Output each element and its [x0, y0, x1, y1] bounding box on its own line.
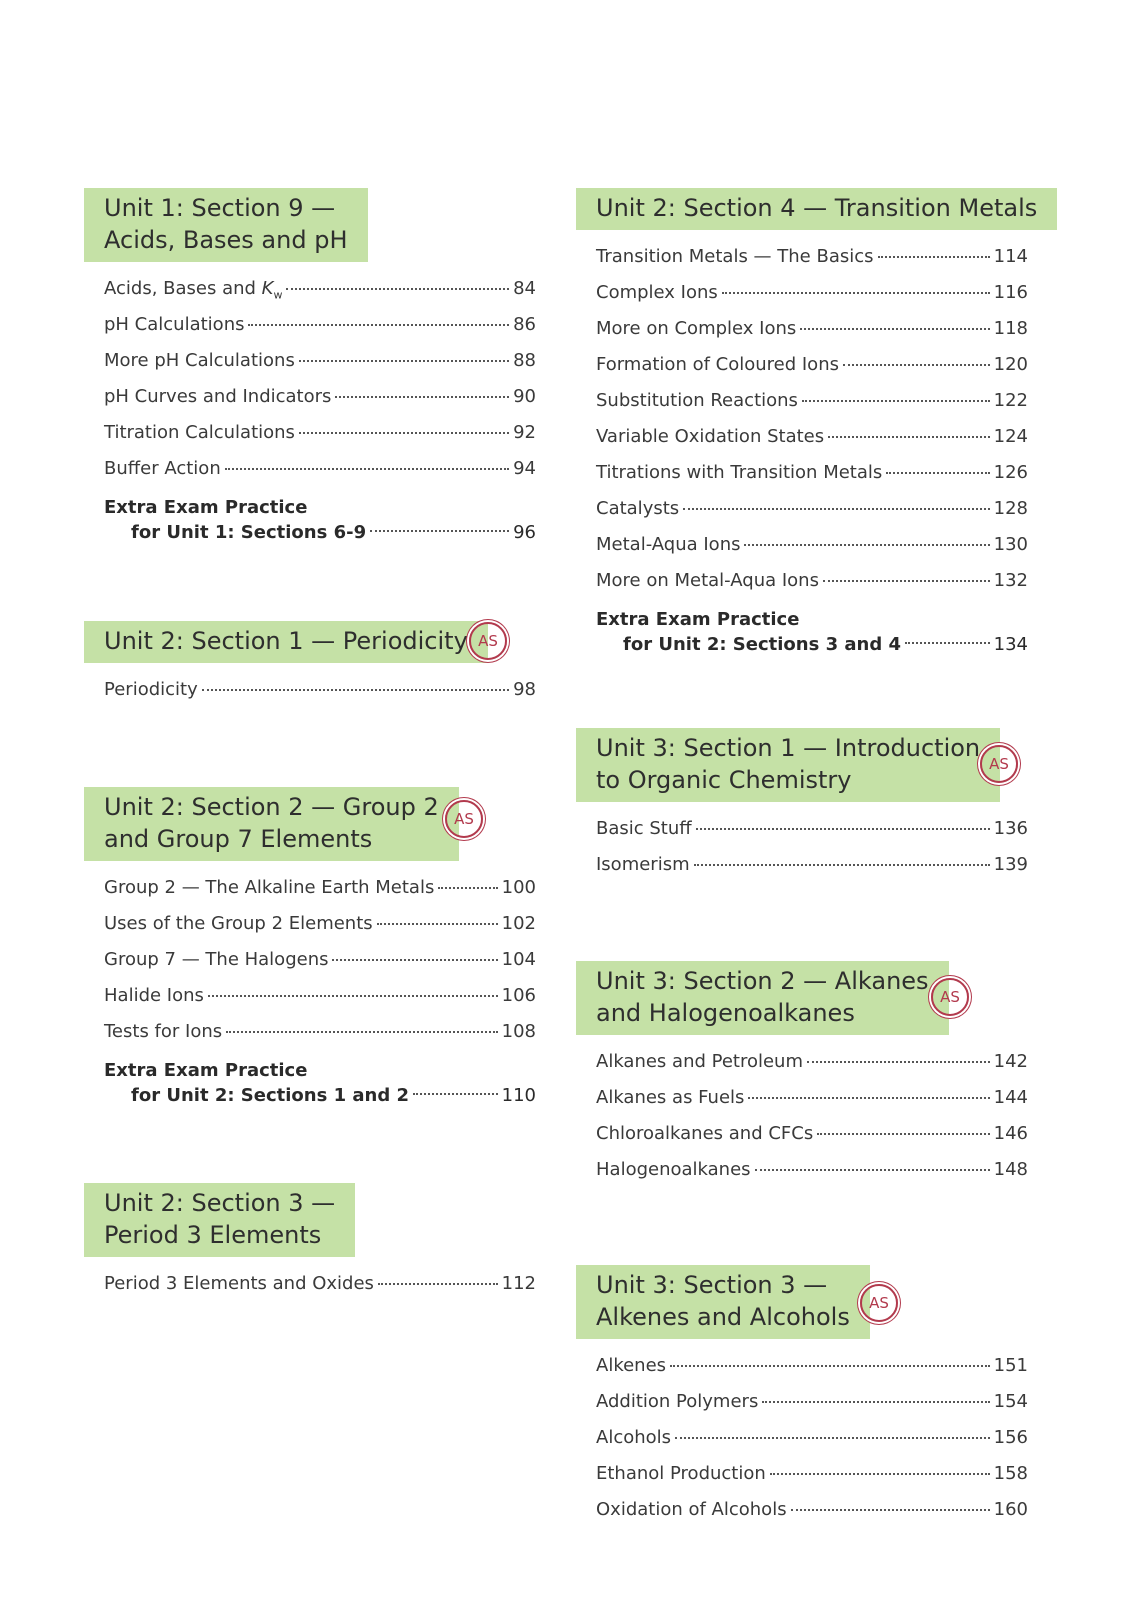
- entry-label: Titration Calculations: [104, 422, 295, 443]
- dot-leader: [286, 288, 509, 290]
- header-line: to Organic Chemistry: [596, 766, 852, 794]
- page-number: 116: [993, 282, 1028, 303]
- entry-label: Tests for Ions: [104, 1021, 223, 1042]
- entry-label: Complex Ions: [596, 282, 718, 303]
- dot-leader: [670, 1365, 990, 1367]
- toc-entry[interactable]: [576, 390, 1028, 426]
- section-unit2-s3: [84, 1183, 536, 1309]
- dot-leader: [762, 1401, 989, 1403]
- page-number: 139: [993, 854, 1028, 875]
- page-number: 110: [501, 1085, 536, 1106]
- toc-entry[interactable]: [576, 1499, 1028, 1535]
- dot-leader: [817, 1133, 989, 1135]
- dot-leader: [299, 360, 509, 362]
- as-badge-icon: AS: [980, 745, 1018, 783]
- section-header: [84, 787, 459, 861]
- kw-symbol: K: [261, 278, 274, 299]
- dot-leader: [744, 544, 989, 546]
- page-number: 88: [513, 350, 536, 371]
- toc-entry[interactable]: [576, 318, 1028, 354]
- section-header: [84, 1183, 355, 1257]
- page-number: 132: [993, 570, 1028, 591]
- dot-leader: [438, 887, 497, 889]
- entry-list: [84, 1273, 536, 1309]
- entry-label: Halide Ions: [104, 985, 204, 1006]
- dot-leader: [378, 1283, 498, 1285]
- toc-entry[interactable]: [576, 354, 1028, 390]
- entry-list: [84, 679, 536, 715]
- dot-leader: [683, 508, 989, 510]
- dot-leader: [802, 400, 990, 402]
- entry-list: [84, 877, 536, 1057]
- toc-entry[interactable]: [576, 282, 1028, 318]
- extra-title: Extra Exam Practice: [104, 1060, 308, 1081]
- page-number: 148: [993, 1159, 1028, 1180]
- section-unit2-s1: [84, 621, 536, 715]
- page-number: 134: [993, 634, 1028, 655]
- dot-leader: [823, 580, 990, 582]
- section-header: [84, 621, 488, 663]
- toc-entry[interactable]: [84, 458, 536, 494]
- entry-label: Alkanes and Petroleum: [596, 1051, 803, 1072]
- section-header: [84, 188, 368, 262]
- as-badge-icon: AS: [445, 800, 483, 838]
- section-unit1-s9: [84, 188, 536, 546]
- page-number: 90: [513, 386, 536, 407]
- page-number: 120: [993, 354, 1028, 375]
- kw-subscript: w: [273, 288, 283, 302]
- page-number: 146: [993, 1123, 1028, 1144]
- toc-entry[interactable]: [84, 422, 536, 458]
- entry-label: Halogenoalkanes: [596, 1159, 751, 1180]
- header-line: Period 3 Elements: [104, 1221, 322, 1249]
- dot-leader: [800, 328, 989, 330]
- entry-label: More on Metal-Aqua Ions: [596, 570, 819, 591]
- dot-leader: [755, 1169, 990, 1171]
- header-line: Unit 1: Section 9 —: [104, 194, 336, 222]
- toc-entry[interactable]: [576, 1427, 1028, 1463]
- header-line: Unit 3: Section 3 —: [596, 1271, 828, 1299]
- extra-row: [104, 520, 536, 546]
- toc-entry[interactable]: [576, 1463, 1028, 1499]
- toc-entry[interactable]: [576, 534, 1028, 570]
- entry-label: Alkenes: [596, 1355, 667, 1376]
- page-number: 136: [993, 818, 1028, 839]
- toc-entry[interactable]: [576, 1391, 1028, 1427]
- page-number: 126: [993, 462, 1028, 483]
- dot-leader: [791, 1509, 990, 1511]
- extra-row: [104, 1083, 536, 1109]
- extra-title: Extra Exam Practice: [104, 497, 308, 518]
- section-header: [576, 961, 949, 1035]
- toc-entry[interactable]: [84, 877, 536, 913]
- as-badge-icon: AS: [860, 1284, 898, 1322]
- dot-leader: [225, 468, 509, 470]
- section-header: [576, 728, 1000, 802]
- toc-entry[interactable]: [84, 985, 536, 1021]
- entry-label: Period 3 Elements and Oxides: [104, 1273, 374, 1294]
- section-unit3-s1: [576, 728, 1028, 890]
- page-number: 158: [993, 1463, 1028, 1484]
- entry-label: pH Curves and Indicators: [104, 386, 332, 407]
- toc-entry[interactable]: [576, 498, 1028, 534]
- entry-list: [576, 1051, 1028, 1195]
- page-number: 96: [513, 522, 536, 543]
- extra-label: for Unit 2: Sections 1 and 2: [131, 1085, 410, 1106]
- page-number: 84: [513, 278, 536, 299]
- dot-leader: [828, 436, 990, 438]
- header-line: Unit 2: Section 3 —: [104, 1189, 336, 1217]
- dot-leader: [770, 1473, 990, 1475]
- header-line: Unit 2: Section 2 — Group 2: [104, 793, 439, 821]
- toc-entry[interactable]: [576, 1355, 1028, 1391]
- toc-entry[interactable]: [576, 1159, 1028, 1195]
- page-number: 144: [993, 1087, 1028, 1108]
- dot-leader: [377, 923, 498, 925]
- entry-label: Chloroalkanes and CFCs: [596, 1123, 814, 1144]
- page-number: 102: [501, 913, 536, 934]
- page-number: 108: [501, 1021, 536, 1042]
- entry-list: [576, 1355, 1028, 1535]
- dot-leader: [413, 1093, 498, 1095]
- section-unit2-s2: [84, 787, 536, 1109]
- entry-label: Addition Polymers: [596, 1391, 759, 1412]
- toc-entry[interactable]: [576, 570, 1028, 606]
- entry-label-text: Acids, Bases and: [104, 278, 262, 299]
- entry-label: More pH Calculations: [104, 350, 295, 371]
- section-unit2-s4: [576, 188, 1038, 658]
- toc-entry[interactable]: [84, 314, 536, 350]
- dot-leader: [886, 472, 989, 474]
- page-number: 118: [993, 318, 1028, 339]
- header-line: Unit 3: Section 1 — Introduction: [596, 734, 981, 762]
- section-unit3-s2: [576, 961, 1028, 1195]
- header-line: Unit 2: Section 4 — Transition Metals: [596, 194, 1038, 222]
- toc-entry[interactable]: [84, 913, 536, 949]
- extra-exam-practice[interactable]: [84, 496, 536, 546]
- page-number: 142: [993, 1051, 1028, 1072]
- toc-entry[interactable]: [84, 1273, 536, 1309]
- toc-entry[interactable]: [84, 679, 536, 715]
- page-number: 106: [501, 985, 536, 1006]
- entry-label: Uses of the Group 2 Elements: [104, 913, 373, 934]
- page-number: 114: [993, 246, 1028, 267]
- dot-leader: [905, 642, 990, 644]
- page-number: 122: [993, 390, 1028, 411]
- dot-leader: [208, 995, 498, 997]
- entry-label: Titrations with Transition Metals: [596, 462, 883, 483]
- toc-entry[interactable]: [84, 278, 536, 314]
- toc-entry[interactable]: [576, 246, 1028, 282]
- entry-label: More on Complex Ions: [596, 318, 797, 339]
- entry-label: Oxidation of Alcohols: [596, 1499, 787, 1520]
- toc-entry[interactable]: [84, 350, 536, 386]
- entry-list: [576, 246, 1028, 606]
- page-number: 100: [501, 877, 536, 898]
- toc-entry[interactable]: [84, 949, 536, 985]
- page-number: 92: [513, 422, 536, 443]
- dot-leader: [248, 324, 509, 326]
- section-header: [576, 188, 1057, 230]
- section-unit3-s3: [576, 1265, 1028, 1535]
- header-line: and Halogenoalkanes: [596, 999, 855, 1027]
- entry-label: Transition Metals — The Basics: [596, 246, 874, 267]
- extra-row: [596, 632, 1028, 658]
- dot-leader: [202, 689, 509, 691]
- toc-entry[interactable]: [84, 1021, 536, 1057]
- entry-label: Variable Oxidation States: [596, 426, 825, 447]
- toc-entry[interactable]: [576, 854, 1028, 890]
- section-header: [576, 1265, 870, 1339]
- page-number: 128: [993, 498, 1028, 519]
- page-number: 104: [501, 949, 536, 970]
- entry-label: Basic Stuff: [596, 818, 692, 839]
- dot-leader: [722, 292, 990, 294]
- entry-list: [576, 818, 1028, 890]
- dot-leader: [694, 864, 990, 866]
- entry-label: Buffer Action: [104, 458, 221, 479]
- extra-exam-practice[interactable]: [576, 608, 1028, 658]
- entry-label: Formation of Coloured Ions: [596, 354, 839, 375]
- toc-entry[interactable]: [576, 462, 1028, 498]
- dot-leader: [299, 432, 509, 434]
- page-number: 156: [993, 1427, 1028, 1448]
- entry-label: Alkanes as Fuels: [596, 1087, 745, 1108]
- page-number: 112: [501, 1273, 536, 1294]
- entry-label: Substitution Reactions: [596, 390, 798, 411]
- dot-leader: [226, 1031, 498, 1033]
- page-number: 98: [513, 679, 536, 700]
- page-number: 124: [993, 426, 1028, 447]
- dot-leader: [843, 364, 990, 366]
- extra-label: for Unit 2: Sections 3 and 4: [623, 634, 902, 655]
- toc-entry[interactable]: [576, 1051, 1028, 1087]
- extra-label: for Unit 1: Sections 6-9: [131, 522, 367, 543]
- dot-leader: [807, 1061, 990, 1063]
- dot-leader: [748, 1097, 989, 1099]
- extra-title: Extra Exam Practice: [596, 609, 800, 630]
- page-number: 160: [993, 1499, 1028, 1520]
- entry-label: Ethanol Production: [596, 1463, 766, 1484]
- entry-label: [104, 278, 282, 302]
- toc-entry[interactable]: [576, 818, 1028, 854]
- as-badge-icon: AS: [931, 978, 969, 1016]
- dot-leader: [370, 530, 509, 532]
- extra-exam-practice[interactable]: [84, 1059, 536, 1109]
- header-line: Unit 3: Section 2 — Alkanes: [596, 967, 929, 995]
- header-line: Unit 2: Section 1 — Periodicity: [104, 627, 468, 655]
- entry-label: Metal-Aqua Ions: [596, 534, 741, 555]
- header-line: Acids, Bases and pH: [104, 226, 348, 254]
- toc-entry[interactable]: [576, 1123, 1028, 1159]
- entry-label: Periodicity: [104, 679, 198, 700]
- dot-leader: [675, 1437, 990, 1439]
- entry-label: Alcohols: [596, 1427, 672, 1448]
- toc-entry[interactable]: [576, 426, 1028, 462]
- as-badge-icon: AS: [469, 622, 507, 660]
- dot-leader: [878, 256, 990, 258]
- header-line: and Group 7 Elements: [104, 825, 373, 853]
- toc-entry[interactable]: [84, 386, 536, 422]
- entry-label: Group 2 — The Alkaline Earth Metals: [104, 877, 435, 898]
- page-number: 154: [993, 1391, 1028, 1412]
- page-number: 130: [993, 534, 1028, 555]
- page-number: 86: [513, 314, 536, 335]
- dot-leader: [332, 959, 497, 961]
- entry-label: Group 7 — The Halogens: [104, 949, 329, 970]
- page-number: 151: [993, 1355, 1028, 1376]
- dot-leader: [696, 828, 990, 830]
- page-number: 94: [513, 458, 536, 479]
- toc-entry[interactable]: [576, 1087, 1028, 1123]
- header-line: Alkenes and Alcohols: [596, 1303, 850, 1331]
- entry-list: [84, 278, 536, 494]
- entry-label: Isomerism: [596, 854, 690, 875]
- entry-label: pH Calculations: [104, 314, 245, 335]
- entry-label: Catalysts: [596, 498, 680, 519]
- dot-leader: [335, 396, 509, 398]
